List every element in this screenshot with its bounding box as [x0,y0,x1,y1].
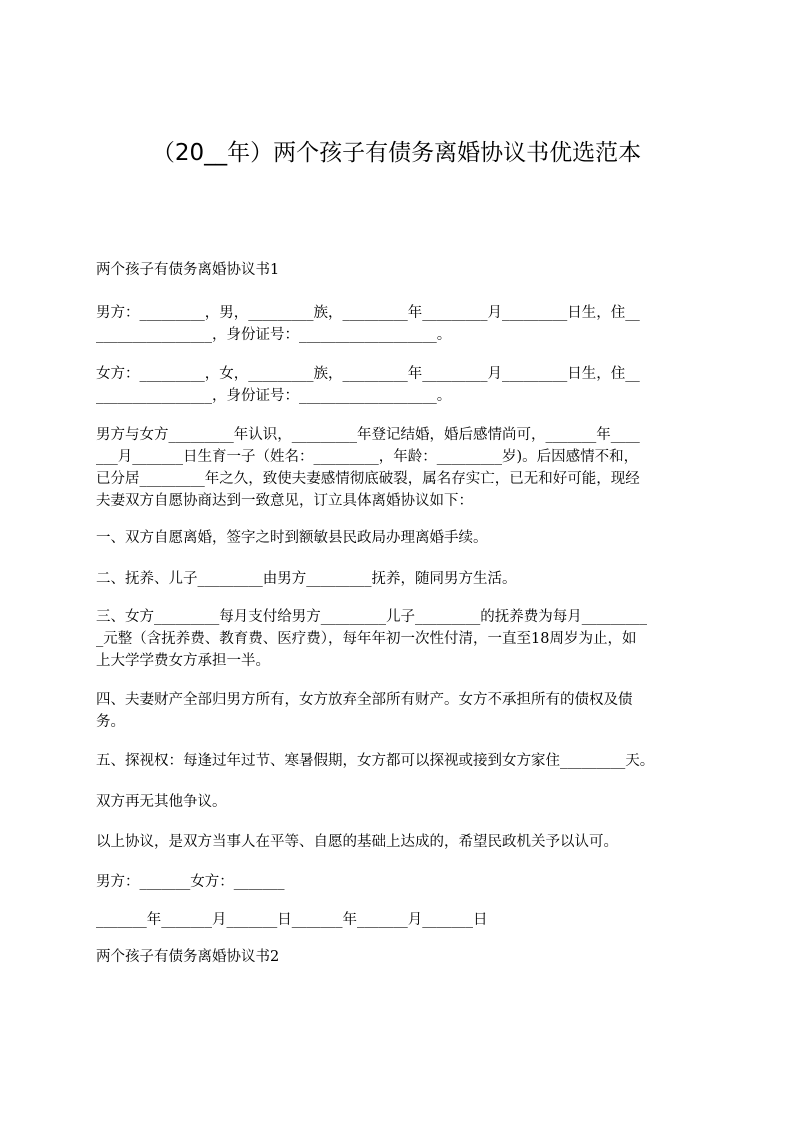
female-info-line-1: 女方：_________，女，_________族，_________年_________月_________日生，住__ [96,366,640,382]
male-party-info [96,302,712,346]
closing-statement: 以上协议，是双方当事人在平等、自愿的基础上达成的，希望民政机关予以认可。 [96,834,618,850]
clause-3 [96,606,712,672]
male-info-line-2: ________________，身份证号：___________________。 [96,327,452,343]
clause-4-line-1: 四、夫妻财产全部归男方所有，女方放弃全部所有财产。女方不承担所有的债权及债 [96,692,633,708]
clause-5: 五、探视权：每逢过年过节、寒暑假期，女方都可以探视或接到女方家住_________天。 [96,753,655,769]
clause-3-line-3: 上大学学费女方承担一半。 [96,653,270,669]
male-info-line-1: 男方：_________，男，_________族，_________年_________月_________日生，住__ [96,305,640,321]
clause-4 [96,689,712,733]
clause-3-line-1: 三、女方_________每月支付给男方_________儿子_________的抚养费为每月_________ [96,609,647,625]
clause-4-line-2: 务。 [96,714,125,730]
female-info-line-2: ________________，身份证号：___________________。 [96,388,452,404]
clause-2: 二、抚养、儿子_________由男方_________抚养，随同男方生活。 [96,571,517,587]
clause-1: 一、双方自愿离婚，签字之时到额敏县民政局办理离婚手续。 [96,530,488,546]
marriage-background [96,424,712,512]
document-title: （20__年）两个孩子有债务离婚协议书优选范本 [151,140,642,166]
female-party-info [96,363,712,407]
date-line: _______年_______月_______日_______年_______月_______日 [96,912,488,928]
background-line-4: 夫妻双方自愿协商达到一致意见，订立具体离婚协议如下： [96,493,473,509]
section-1-heading: 两个孩子有债务离婚协议书1 [96,262,280,278]
background-line-3: 已分居_________年之久，致使夫妻感情彻底破裂，属名存实亡，已无和好可能，现经 [96,471,640,487]
signature-line: 男方：_______女方：_______ [96,874,285,890]
section-2-heading: 两个孩子有债务离婚协议书2 [96,949,280,965]
background-line-2: ___月_______日生育一子（姓名：_________，年龄：_________岁)。后因感情不和， [96,449,639,465]
clause-3-line-2: _元整（含抚养费、教育费、医疗费），每年年初一次性付清，一直至18周岁为止，如 [96,631,637,647]
no-dispute: 双方再无其他争议。 [96,794,227,810]
background-line-1: 男方与女方_________年认识，_________年登记结婚，婚后感情尚可，_______年____ [96,427,640,443]
